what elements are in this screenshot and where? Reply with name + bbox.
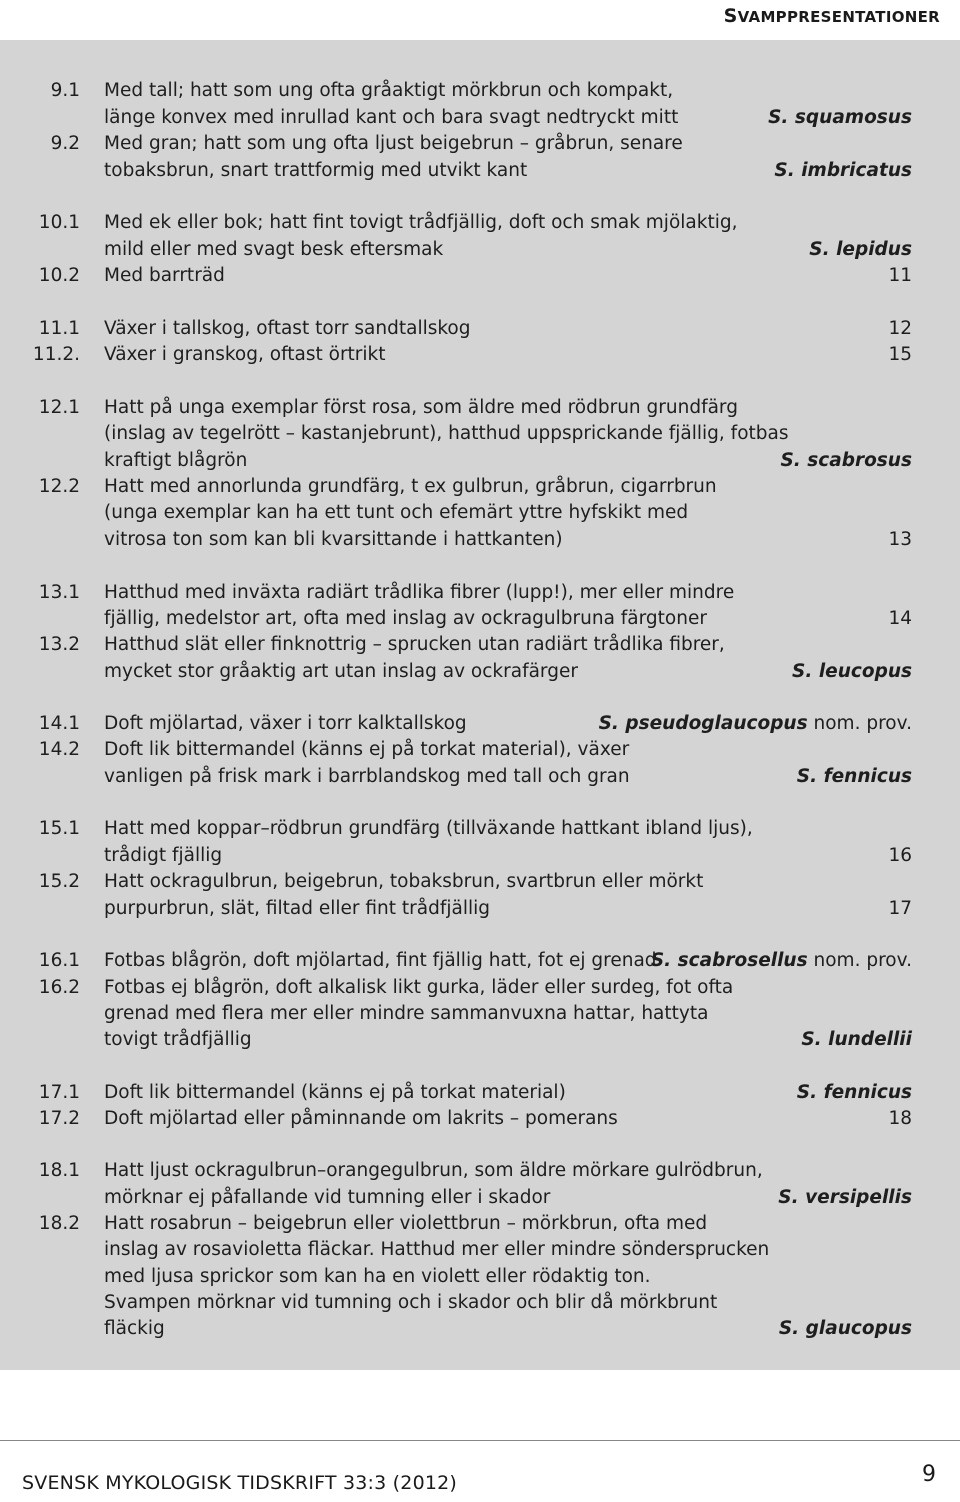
key-line	[0, 580, 960, 606]
reference-label: 18	[888, 1108, 912, 1129]
species-name	[792, 659, 912, 685]
header-strip	[0, 0, 960, 40]
couplet-text: Doft mjölartad, växer i torr kalktallskog	[104, 713, 467, 734]
couplet-number: 10.2	[38, 265, 80, 286]
couplet-text: Doft mjölartad eller påminnande om lakrits – pomerans	[104, 1108, 618, 1129]
species-label: S. leucopus	[792, 661, 912, 682]
nomenclature-note: nom. prov.	[807, 713, 912, 734]
key-line	[0, 1185, 960, 1211]
species-label: S. squamosus	[768, 107, 912, 128]
reference-label: 11	[888, 265, 912, 286]
couplet-number: 17.1	[38, 1082, 80, 1103]
couplet-number: 16.1	[38, 950, 80, 971]
couplet-text: Doft lik bittermandel (känns ej på torkat material)	[104, 1082, 566, 1103]
key-line	[0, 500, 960, 526]
key-line	[0, 448, 960, 474]
couplet-number: 17.2	[38, 1108, 80, 1129]
couplet-text: (inslag av tegelrött – kastanjebrunt), hatthud uppsprickande fjällig, fotbas	[104, 423, 789, 444]
key-line	[0, 342, 960, 368]
key-line	[0, 632, 960, 658]
species-name	[774, 158, 912, 184]
key-line	[0, 1290, 960, 1316]
couplet-text: fläckig	[104, 1318, 165, 1339]
key-line	[0, 843, 960, 869]
couplet-text: Hatt med koppar–rödbrun grundfärg (tillväxande hattkant ibland ljus),	[104, 818, 753, 839]
couplet-text: Hatt ockragulbrun, beigebrun, tobaksbrun, svartbrun eller mörkt	[104, 871, 704, 892]
couplet-reference	[888, 606, 912, 632]
couplet-text: Hatt med annorlunda grundfärg, t ex gulbrun, gråbrun, cigarrbrun	[104, 476, 717, 497]
key-line	[0, 237, 960, 263]
couplet-number: 11.2.	[32, 344, 80, 365]
section-title-initial: S	[723, 5, 738, 27]
key-line	[0, 1080, 960, 1106]
key-line	[0, 1237, 960, 1263]
key-line	[0, 263, 960, 289]
couplet-text: inslag av rosavioletta fläckar. Hatthud mer eller mindre söndersprucken	[104, 1239, 770, 1260]
key-line	[0, 606, 960, 632]
couplet-number: 9.1	[50, 80, 80, 101]
species-label: S. fennicus	[796, 1082, 912, 1103]
couplet-text: purpurbrun, slät, filtad eller fint trådfjällig	[104, 898, 490, 919]
couplet-reference	[888, 263, 912, 289]
species-name	[809, 237, 912, 263]
couplet-text: tobaksbrun, snart trattformig med utvikt kant	[104, 160, 528, 181]
couplet-text: vitrosa ton som kan bli kvarsittande i hattkanten)	[104, 529, 563, 550]
couplet-number: 14.2	[38, 739, 80, 760]
species-label: S. scabrosellus	[650, 950, 808, 971]
key-line	[0, 1001, 960, 1027]
key-line	[0, 210, 960, 236]
couplet-number: 12.2	[38, 476, 80, 497]
species-label: S. glaucopus	[778, 1318, 912, 1339]
couplet-reference	[888, 896, 912, 922]
couplet-text: Fotbas ej blågrön, doft alkalisk likt gurka, läder eller surdeg, fot ofta	[104, 977, 734, 998]
couplet-text: Med tall; hatt som ung ofta gråaktigt mörkbrun och kompakt,	[104, 80, 674, 101]
couplet-number: 18.1	[38, 1160, 80, 1181]
reference-label: 14	[888, 608, 912, 629]
key-line	[0, 1158, 960, 1184]
couplet-text: grenad med flera mer eller mindre sammanvuxna hattar, hattyta	[104, 1003, 709, 1024]
species-name	[779, 1316, 912, 1342]
couplet-text: fjällig, medelstor art, ofta med inslag av ockragulbruna färgtoner	[104, 608, 707, 629]
key-line	[0, 659, 960, 685]
key-line	[0, 737, 960, 763]
couplet-text: Hatt ljust ockragulbrun–orangegulbrun, som äldre mörkare gulrödbrun,	[104, 1160, 763, 1181]
couplet-text: Med ek eller bok; hatt fint tovigt trådfjällig, doft och smak mjölaktig,	[104, 212, 738, 233]
couplet-number: 18.2	[38, 1213, 80, 1234]
key-line	[0, 395, 960, 421]
species-name	[780, 448, 912, 474]
key-line	[0, 869, 960, 895]
couplet-text: trådigt fjällig	[104, 845, 223, 866]
species-label: S. lepidus	[809, 239, 912, 260]
couplet-text: Med barrträd	[104, 265, 225, 286]
couplet-text: kraftigt blågrön	[104, 450, 248, 471]
key-line	[0, 1211, 960, 1237]
section-title-rest: VAMPPRESENTATIONER	[737, 8, 940, 26]
species-name	[599, 711, 912, 737]
species-label: S. pseudoglaucopus	[598, 713, 808, 734]
species-name	[651, 948, 912, 974]
key-line	[0, 158, 960, 184]
key-line	[0, 711, 960, 737]
species-name	[778, 1185, 912, 1211]
couplet-text: med ljusa sprickor som kan ha en violett eller rödaktig ton.	[104, 1266, 651, 1287]
couplet-reference	[888, 527, 912, 553]
couplet-text: Växer i tallskog, oftast torr sandtallskog	[104, 318, 471, 339]
couplet-reference	[888, 342, 912, 368]
couplet-text: mild eller med svagt besk eftersmak	[104, 239, 444, 260]
couplet-text: Svampen mörknar vid tumning och i skador och blir då mörkbrunt	[104, 1292, 718, 1313]
species-name	[768, 105, 912, 131]
couplet-number: 9.2	[50, 133, 80, 154]
couplet-number: 12.1	[38, 397, 80, 418]
section-title	[724, 5, 940, 27]
couplet-number: 15.2	[38, 871, 80, 892]
key-line	[0, 816, 960, 842]
species-label: S. imbricatus	[774, 160, 912, 181]
key-line	[0, 1027, 960, 1053]
couplet-text: mycket stor gråaktig art utan inslag av ockrafärger	[104, 661, 578, 682]
page-number: 9	[922, 1462, 936, 1487]
species-name	[801, 1027, 912, 1053]
key-line	[0, 1106, 960, 1132]
couplet-number: 11.1	[38, 318, 80, 339]
couplet-number: 13.1	[38, 582, 80, 603]
journal-citation: SVENSK MYKOLOGISK TIDSKRIFT 33:3 (2012)	[22, 1472, 458, 1494]
couplet-number: 16.2	[38, 977, 80, 998]
couplet-text: Växer i granskog, oftast örtrikt	[104, 344, 386, 365]
key-line	[0, 896, 960, 922]
species-label: S. fennicus	[796, 766, 912, 787]
couplet-reference	[888, 316, 912, 342]
couplet-text: Med gran; hatt som ung ofta ljust beigebrun – gråbrun, senare	[104, 133, 683, 154]
couplet-text: länge konvex med inrullad kant och bara svagt nedtryckt mitt	[104, 107, 679, 128]
species-label: S. versipellis	[778, 1187, 912, 1208]
couplet-reference	[888, 1106, 912, 1132]
reference-label: 12	[888, 318, 912, 339]
reference-label: 16	[888, 845, 912, 866]
key-line	[0, 1264, 960, 1290]
key-line	[0, 78, 960, 104]
couplet-number: 15.1	[38, 818, 80, 839]
species-label: S. scabrosus	[780, 450, 912, 471]
key-line	[0, 131, 960, 157]
reference-label: 15	[888, 344, 912, 365]
footer-divider	[0, 1440, 960, 1441]
key-line	[0, 764, 960, 790]
species-name	[797, 764, 912, 790]
couplet-text: tovigt trådfjällig	[104, 1029, 252, 1050]
couplet-text: Hatthud med inväxta radiärt trådlika fibrer (lupp!), mer eller mindre	[104, 582, 735, 603]
couplet-text: mörknar ej påfallande vid tumning eller i skador	[104, 1187, 551, 1208]
couplet-text: Doft lik bittermandel (känns ej på torkat material), växer	[104, 739, 630, 760]
species-name	[797, 1080, 912, 1106]
couplet-text: Hatthud slät eller finknottrig – sprucken utan radiärt trådlika fibrer,	[104, 634, 725, 655]
key-line	[0, 421, 960, 447]
key-line	[0, 948, 960, 974]
couplet-text: (unga exemplar kan ha ett tunt och efemärt yttre hyfskikt med	[104, 502, 689, 523]
couplet-number: 14.1	[38, 713, 80, 734]
reference-label: 17	[888, 898, 912, 919]
couplet-text: Hatt rosabrun – beigebrun eller violettbrun – mörkbrun, ofta med	[104, 1213, 708, 1234]
couplet-number: 10.1	[38, 212, 80, 233]
couplet-number: 13.2	[38, 634, 80, 655]
key-line	[0, 527, 960, 553]
couplet-text: Hatt på unga exemplar först rosa, som äldre med rödbrun grundfärg	[104, 397, 738, 418]
couplet-text: vanligen på frisk mark i barrblandskog med tall och gran	[104, 766, 630, 787]
key-line	[0, 975, 960, 1001]
key-line	[0, 105, 960, 131]
reference-label: 13	[888, 529, 912, 550]
key-line	[0, 474, 960, 500]
key-line	[0, 1316, 960, 1342]
species-label: S. lundellii	[801, 1029, 912, 1050]
couplet-reference	[888, 843, 912, 869]
couplet-text: Fotbas blågrön, doft mjölartad, fint fjällig hatt, fot ej grenad	[104, 950, 657, 971]
key-line	[0, 316, 960, 342]
nomenclature-note: nom. prov.	[807, 950, 912, 971]
